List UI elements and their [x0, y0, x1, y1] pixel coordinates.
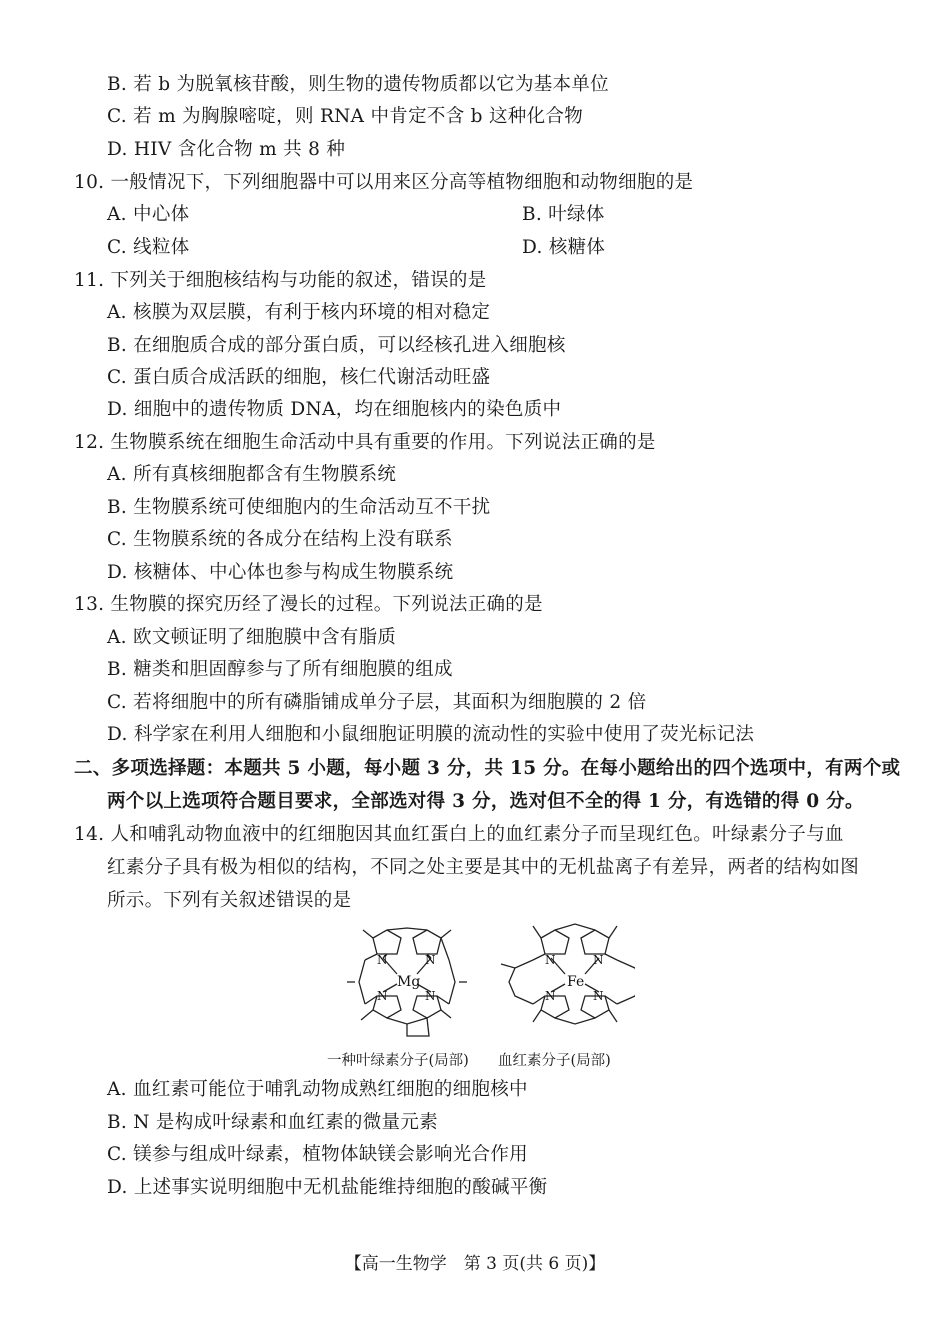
q10-option-c: C. 线粒体	[107, 237, 190, 258]
q11-option-c: C. 蛋白质合成活跃的细胞，核仁代谢活动旺盛	[107, 367, 491, 388]
q11-option-d: D. 细胞中的遗传物质 DNA，均在细胞核内的染色质中	[107, 399, 562, 420]
heme-n-bottom-left: N	[545, 989, 556, 1003]
q13-option-d: D. 科学家在利用人细胞和小鼠细胞证明膜的流动性的实验中使用了荧光标记法	[107, 724, 755, 745]
q13-option-b: B. 糖类和胆固醇参与了所有细胞膜的组成	[107, 659, 453, 680]
chlorophyll-n-bottom-right: N	[425, 989, 436, 1003]
q9-option-d: D. HIV 含化合物 m 共 8 种	[107, 139, 346, 160]
q12-option-a: A. 所有真核细胞都含有生物膜系统	[107, 464, 397, 485]
q10-option-a: A. 中心体	[107, 204, 190, 225]
q14-stem-line1: 14. 人和哺乳动物血液中的红细胞因其血红蛋白上的血红素分子而呈现红色。叶绿素分子与血	[74, 824, 844, 845]
chlorophyll-n-bottom-left: N	[377, 989, 388, 1003]
chlorophyll-n-top-left: N	[377, 953, 388, 967]
q11-option-a: A. 核膜为双层膜，有利于核内环境的相对稳定	[107, 302, 491, 323]
heme-caption: 血红素分子(局部)	[498, 1053, 611, 1069]
heme-n-bottom-right: N	[593, 989, 604, 1003]
page-footer: 【高一生物学 第 3 页(共 6 页)】	[344, 1254, 606, 1274]
section2-instructions: 两个以上选项符合题目要求，全部选对得 3 分，选对但不全的得 1 分，有选错的得 0 分。	[107, 791, 864, 812]
heme-n-top-right: N	[593, 953, 604, 967]
molecule-figure	[325, 920, 635, 1080]
q12-option-d: D. 核糖体、中心体也参与构成生物膜系统	[107, 562, 454, 583]
chlorophyll-metal-ion: Mg	[397, 974, 421, 990]
heme-n-top-left: N	[545, 953, 556, 967]
q10-option-d: D. 核糖体	[522, 237, 606, 258]
q10-option-b: B. 叶绿体	[522, 204, 605, 225]
chlorophyll-n-top-right: N	[425, 953, 436, 967]
section2-heading: 二、多项选择题：本题共 5 小题，每小题 3 分，共 15 分。在每小题给出的四个选项中，有两个或	[74, 758, 901, 779]
q9-option-b: B. 若 b 为脱氧核苷酸，则生物的遗传物质都以它为基本单位	[107, 74, 609, 95]
q12-option-c: C. 生物膜系统的各成分在结构上没有联系	[107, 529, 453, 550]
q11-option-b: B. 在细胞质合成的部分蛋白质，可以经核孔进入细胞核	[107, 335, 566, 356]
q12-stem: 12. 生物膜系统在细胞生命活动中具有重要的作用。下列说法正确的是	[74, 432, 656, 453]
q14-option-b: B. N 是构成叶绿素和血红素的微量元素	[107, 1112, 438, 1133]
q11-stem: 11. 下列关于细胞核结构与功能的叙述，错误的是	[74, 270, 487, 291]
q14-stem-line3: 所示。下列有关叙述错误的是	[107, 890, 352, 911]
molecule-structures	[325, 920, 635, 1045]
q13-option-a: A. 欧文顿证明了细胞膜中含有脂质	[107, 627, 397, 648]
q14-stem-line2: 红素分子具有极为相似的结构，不同之处主要是其中的无机盐离子有差异，两者的结构如图	[107, 857, 860, 878]
chlorophyll-caption: 一种叶绿素分子(局部)	[327, 1053, 469, 1069]
q14-option-d: D. 上述事实说明细胞中无机盐能维持细胞的酸碱平衡	[107, 1177, 548, 1198]
heme-metal-ion: Fe	[567, 974, 585, 990]
q9-option-c: C. 若 m 为胸腺嘧啶，则 RNA 中肯定不含 b 这种化合物	[107, 106, 584, 127]
q12-option-b: B. 生物膜系统可使细胞内的生命活动互不干扰	[107, 497, 491, 518]
q10-stem: 10. 一般情况下，下列细胞器中可以用来区分高等植物细胞和动物细胞的是	[74, 172, 694, 193]
q13-stem: 13. 生物膜的探究历经了漫长的过程。下列说法正确的是	[74, 594, 543, 615]
q14-option-c: C. 镁参与组成叶绿素，植物体缺镁会影响光合作用	[107, 1144, 528, 1165]
q14-option-a: A. 血红素可能位于哺乳动物成熟红细胞的细胞核中	[107, 1079, 528, 1100]
q13-option-c: C. 若将细胞中的所有磷脂铺成单分子层，其面积为细胞膜的 2 倍	[107, 692, 647, 713]
